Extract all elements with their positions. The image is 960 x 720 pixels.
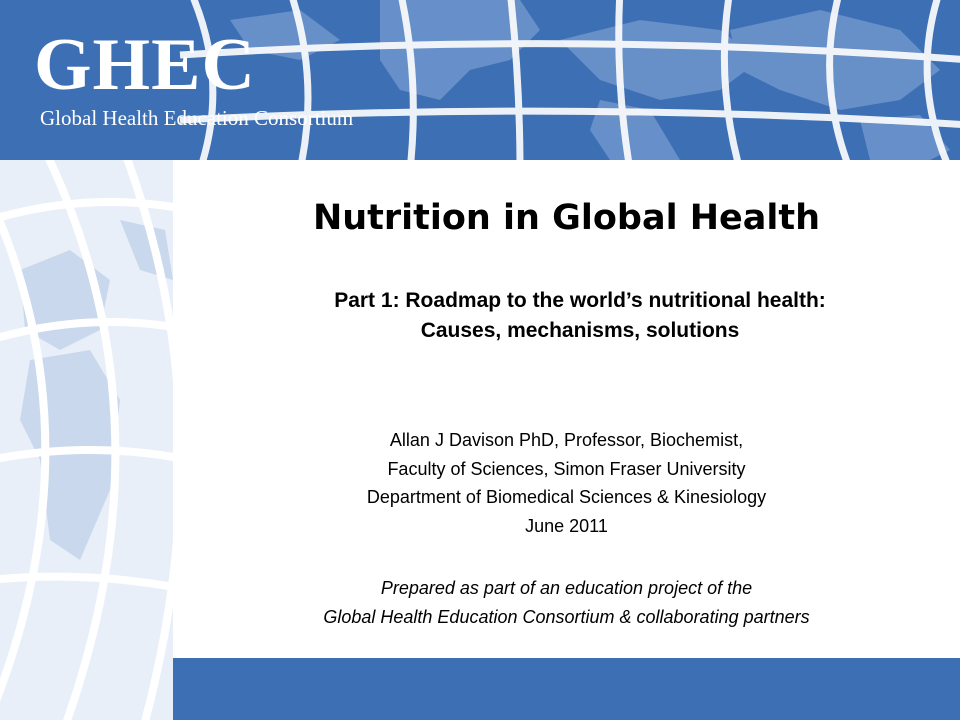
prepared-line-2: Global Health Education Consortium & collaborating partners <box>323 607 810 627</box>
subtitle-line-2: Causes, mechanisms, solutions <box>420 319 740 342</box>
subtitle-line-1: Part 1: Roadmap to the world’s nutritional health: <box>334 289 826 312</box>
slide-title: Nutrition in Global Health <box>312 198 821 238</box>
author-line-3: Department of Biomedical Sciences & Kinesiology <box>366 487 767 507</box>
logo-fullname: Global Health Education Consortium <box>40 106 354 130</box>
slide-subtitle <box>200 286 960 346</box>
footer-band <box>173 658 960 720</box>
header-banner <box>0 0 960 160</box>
globe-strip <box>0 160 173 720</box>
author-date: June 2011 <box>525 515 608 536</box>
prepared-note <box>173 574 960 632</box>
author-block <box>173 426 960 540</box>
logo-acronym: GHEC <box>34 24 256 106</box>
author-line-2: Faculty of Sciences, Simon Fraser University <box>387 458 746 479</box>
author-line-1: Allan J Davison PhD, Professor, Biochemist, <box>389 430 744 450</box>
prepared-line-1: Prepared as part of an education project of the <box>380 578 753 598</box>
globe-graphic <box>0 160 173 720</box>
